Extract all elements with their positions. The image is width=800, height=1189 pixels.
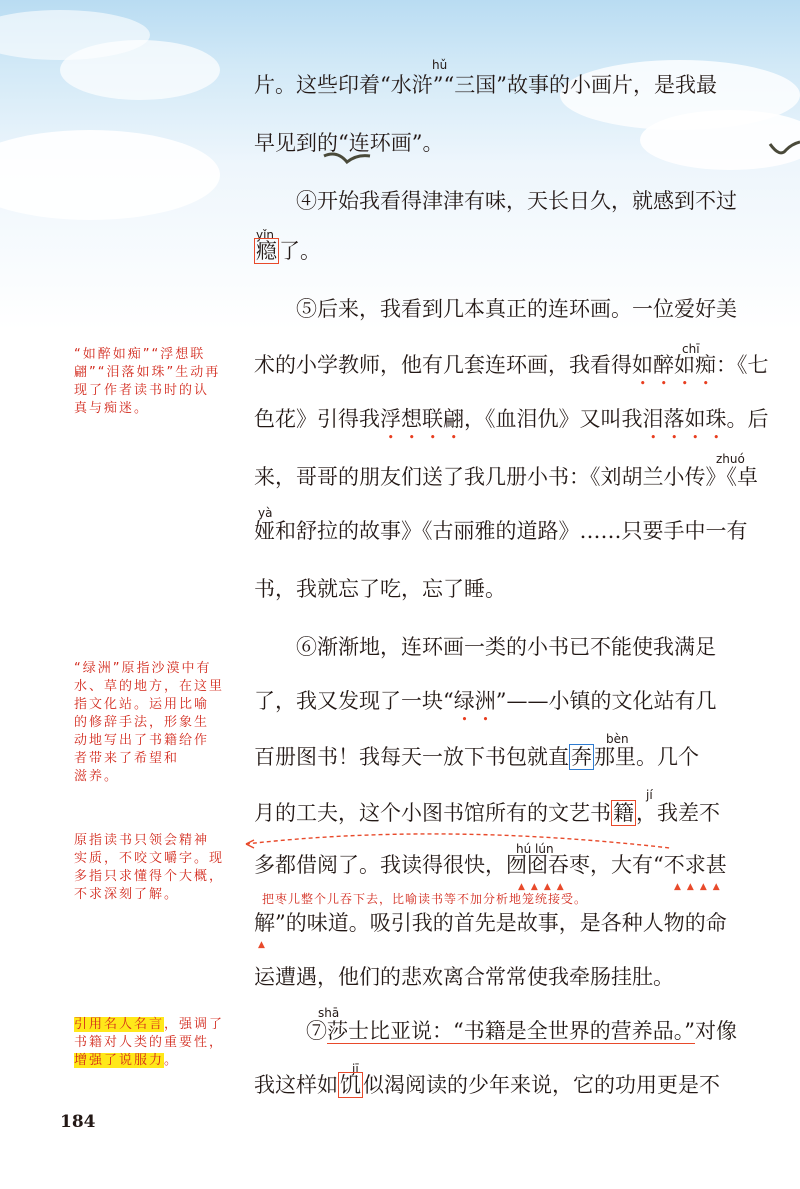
text-span: ，《血泪仇》又叫我 bbox=[464, 407, 643, 431]
text-line: ⑤后来，我看到几本真正的连环画。一位爱好美 bbox=[296, 297, 737, 321]
text-line: 多都借阅了。我读得很快，囫囵吞枣，大有“不求甚 bbox=[254, 853, 727, 877]
annotation-line: “如醉如痴”“浮想联 bbox=[74, 347, 206, 362]
boxed-char: 奔 bbox=[571, 745, 592, 769]
cloud bbox=[0, 130, 220, 220]
text-line bbox=[254, 1072, 720, 1098]
boxed-char: 瘾 bbox=[256, 239, 277, 263]
annotation-4 bbox=[74, 1016, 224, 1070]
annotation-line: 滋养。 bbox=[74, 769, 120, 784]
annotation-line: 不求深刻了解。 bbox=[74, 887, 180, 902]
pinyin: bèn bbox=[606, 732, 629, 746]
text-span: 月的工夫，这个小图书馆所有的文艺书 bbox=[254, 801, 611, 825]
triangle-marks: ▲ bbox=[258, 940, 271, 950]
highlighted-text: 增强了说服力 bbox=[74, 1053, 165, 1068]
annotation-line: 多指只求懂得个大概， bbox=[74, 869, 225, 884]
boxed-char: 饥 bbox=[340, 1073, 361, 1097]
inline-note: 把枣儿整个儿吞下去，比喻读书等不加分析地笼统接受。 bbox=[262, 892, 588, 906]
text-span: 色花》引得我 bbox=[254, 407, 380, 431]
emphasis-text: 绿洲 bbox=[453, 689, 496, 713]
text-line: 来，哥哥的朋友们送了我几册小书：《刘胡兰小传》《卓 bbox=[254, 465, 758, 489]
pinyin: hú lún bbox=[516, 842, 554, 856]
emphasis-text: 泪落如珠 bbox=[642, 407, 727, 431]
sky-background bbox=[0, 0, 800, 330]
highlighted-text: 引用名人名言 bbox=[74, 1017, 165, 1032]
text-line: 解”的味道。吸引我的首先是故事，是各种人物的命 bbox=[254, 911, 727, 935]
annotation-2 bbox=[74, 660, 224, 786]
text-span: ：《七 bbox=[716, 353, 769, 377]
annotation-line: “绿洲”原指沙漠中有 bbox=[74, 661, 212, 676]
text-line: ④开始我看得津津有味，天长日久，就感到不过 bbox=[296, 189, 737, 213]
triangle-marks: ▲▲▲▲ bbox=[674, 882, 726, 892]
text-line: 早见到的“连环画”。 bbox=[254, 131, 444, 155]
text-line bbox=[254, 688, 717, 726]
bird-icon bbox=[768, 140, 800, 160]
annotation-line: 水、草的地方，在这里 bbox=[74, 679, 225, 694]
text-line bbox=[254, 352, 769, 390]
pinyin: yǐn bbox=[256, 228, 275, 242]
pinyin: hǔ bbox=[432, 58, 448, 72]
text-line: 娅和舒拉的故事》《古丽雅的道路》……只要手中一有 bbox=[254, 519, 748, 543]
emphasis-text: 如醉如痴 bbox=[632, 353, 716, 377]
annotation-text: 。 bbox=[164, 1053, 180, 1068]
page-number: 184 bbox=[60, 1112, 96, 1132]
text-span: 了。 bbox=[279, 239, 321, 263]
annotation-3 bbox=[74, 832, 224, 904]
pinyin: yà bbox=[258, 506, 273, 520]
text-span: 百册图书！我每天一放下书包就直 bbox=[254, 745, 569, 769]
emphasis-text: 浮想联翩 bbox=[380, 407, 464, 431]
pinyin: shā bbox=[318, 1006, 340, 1020]
annotation-arrow bbox=[240, 826, 680, 856]
annotation-line: 指文化站。运用比喻 bbox=[74, 697, 210, 712]
text-span: 似渴阅读的少年来说，它的功用更是不 bbox=[363, 1073, 720, 1097]
boxed-char: 籍 bbox=[613, 801, 634, 825]
text-span: ”——小镇的文化站有几 bbox=[495, 689, 717, 713]
text-span: 我这样如 bbox=[254, 1073, 338, 1097]
text-span: ，我差不 bbox=[636, 801, 720, 825]
pinyin: chī bbox=[682, 342, 700, 356]
pinyin: zhuó bbox=[716, 452, 745, 466]
annotation-line: 动地写出了书籍给作 bbox=[74, 733, 210, 748]
text-line bbox=[254, 744, 699, 770]
annotation-1 bbox=[74, 346, 220, 418]
annotation-line: 书籍对人类的重要性， bbox=[74, 1035, 225, 1050]
text-span: 了，我又发现了一块“ bbox=[254, 689, 454, 713]
text-line bbox=[254, 800, 720, 826]
text-line bbox=[254, 238, 321, 264]
text-line: 运遭遇，他们的悲欢离合常常使我牵肠挂肚。 bbox=[254, 965, 674, 989]
annotation-line: 真与痴迷。 bbox=[74, 401, 150, 416]
text-span: 对像 bbox=[694, 1019, 737, 1043]
text-span: ⑦ bbox=[306, 1019, 327, 1043]
annotation-line: 者带来了希望和 bbox=[74, 751, 180, 766]
pinyin: jí bbox=[646, 788, 653, 802]
annotation-line: 现了作者读书时的认 bbox=[74, 383, 210, 398]
text-line: ⑥渐渐地，连环画一类的小书已不能使我满足 bbox=[296, 635, 716, 659]
annotation-line: 翩”“泪落如珠”生动再 bbox=[74, 365, 221, 380]
annotation-text: ，强调了 bbox=[164, 1017, 225, 1032]
text-line: 书，我就忘了吃，忘了睡。 bbox=[254, 577, 506, 601]
pinyin: jī bbox=[352, 1062, 359, 1076]
triangle-marks: ▲▲▲▲ bbox=[518, 882, 570, 892]
text-line bbox=[306, 1018, 737, 1044]
text-span: 那里。几个 bbox=[594, 745, 699, 769]
text-span: 术的小学教师，他有几套连环画，我看得 bbox=[254, 353, 632, 377]
annotation-line: 的修辞手法，形象生 bbox=[74, 715, 210, 730]
text-line bbox=[254, 406, 769, 444]
annotation-line: 原指读书只领会精神 bbox=[74, 833, 210, 848]
underlined-quote: 莎士比亚说：“书籍是全世界的营养品。” bbox=[327, 1019, 695, 1043]
annotation-line: 实质，不咬文嚼字。现 bbox=[74, 851, 225, 866]
text-line: 片。这些印着“水浒”“三国”故事的小画片，是我最 bbox=[254, 73, 717, 97]
text-span: 。后 bbox=[726, 407, 769, 431]
